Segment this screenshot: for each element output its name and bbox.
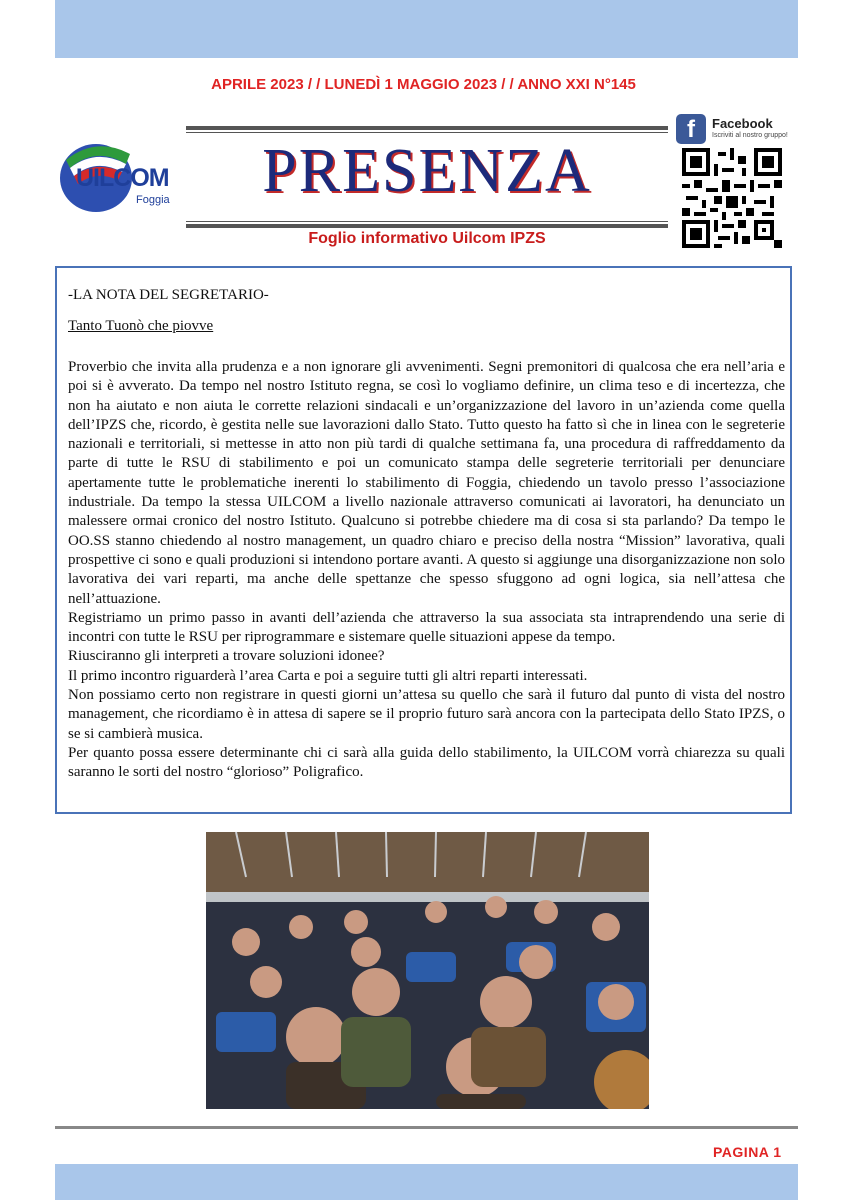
article-paragraph: Per quanto possa essere determinante chi ci sarà alla guida dello stabilimento, la UILCOM vorrà chiarezza su quali saranno le sorti del nostro “glorioso” Poligrafico. xyxy=(68,744,785,781)
masthead-top-thin-rule xyxy=(186,132,668,133)
uilcom-logo xyxy=(56,138,186,216)
masthead-top-rule xyxy=(186,126,668,130)
top-color-band xyxy=(55,0,798,58)
newsletter-masthead: PRESENZA xyxy=(262,137,592,205)
article-paragraph: Registriamo un primo passo in avanti dell’azienda che attraverso la sua associata sta intraprendendo una serie di incontri con tutte le RSU per riprogrammare e sistemare quelle situazioni appese da tempo. xyxy=(68,609,785,646)
footer-rule xyxy=(55,1126,798,1129)
issue-dateline: APRILE 2023 / / LUNEDÌ 1 MAGGIO 2023 / / ANNO XXI N°145 xyxy=(211,76,636,93)
masthead-bottom-thin-rule xyxy=(186,221,668,222)
article-subtitle: Tanto Tuonò che piovve xyxy=(68,318,214,334)
masthead-bottom-rule xyxy=(186,224,668,228)
logo-city: Foggia xyxy=(136,194,170,206)
article-paragraph: Proverbio che invita alla prudenza e a non ignorare gli avvenimenti. Segni premonitori di qualcosa che era nell’aria e poi si è avverato. Da tempo nel nostro Istituto regna, se così lo vogliamo definire, un clima teso e di incertezza, che non ha aiutato e non aiuta le corrette relazioni sindacali e un’organizzazione del lavoro in un’azienda come quella dell’IPZS che, ricordo, è gestita nelle sue lavorazioni dallo Stato. Tutto questo ha fatto sì che in linea con le segreterie nazionali e territoriali, si mettesse in atto non più tardi di qualche settimana fa, una procedura di raffreddamento da parte di tutte le RSU di stabilimento e poi un comunicato stampa delle segreterie territoriali per denunciare apertamente tutte le problematiche inerenti lo stabilimento di Foggia, chiedendo un tavolo presso l’associazione industriale. Da tempo la stessa UILCOM a livello nazionale attraverso comunicati ai lavoratori, ha denunciato un malessere ormai cronico del nostro Istituto. Qualcuno si potrebbe chiedere ma di cosa si sta parlando? Da tempo le OO.SS stanno chiedendo al nostro management, un quadro chiaro e preciso della nostra “Mission” lavorativa, quali prospettive ci sono e quali produzioni si intendono portare avanti. A questo si aggiunge una disorganizzazione non solo lavorativa dei vari reparti, ma anche delle spettanze che spesso sfuggono ad ogni logica, sia nell’attesa che nell’attuazione. xyxy=(68,359,785,607)
article-paragraph: Il primo incontro riguarderà l’area Carta e poi a seguire tutti gli altri reparti interessati. xyxy=(68,667,588,684)
article-paragraph: Non possiamo certo non registrare in questi giorni un’attesa su quello che sarà il futuro dal punto di vista del nostro management, che ricordiamo è in attesa di sapere se il proprio futuro sarà ancora con la partecipata dello Stato IPZS, o se si cambierà musica. xyxy=(68,687,785,742)
facebook-icon: f xyxy=(676,114,706,144)
bottom-color-band xyxy=(55,1164,798,1200)
meeting-audience-photo xyxy=(206,832,649,1109)
article-paragraph: Riusciranno gli interpreti a trovare soluzioni idonee? xyxy=(68,648,385,665)
logo-wordmark: UILCOM xyxy=(76,164,169,192)
facebook-subtitle: Iscriviti al nostro gruppo! xyxy=(712,132,788,139)
qr-code-icon xyxy=(682,148,782,248)
page-number: PAGINA 1 xyxy=(713,1144,782,1160)
facebook-label: Facebook xyxy=(712,116,773,131)
article-body xyxy=(68,358,785,783)
section-title: -LA NOTA DEL SEGRETARIO- xyxy=(68,287,269,303)
newsletter-tagline: Foglio informativo Uilcom IPZS xyxy=(308,230,546,247)
